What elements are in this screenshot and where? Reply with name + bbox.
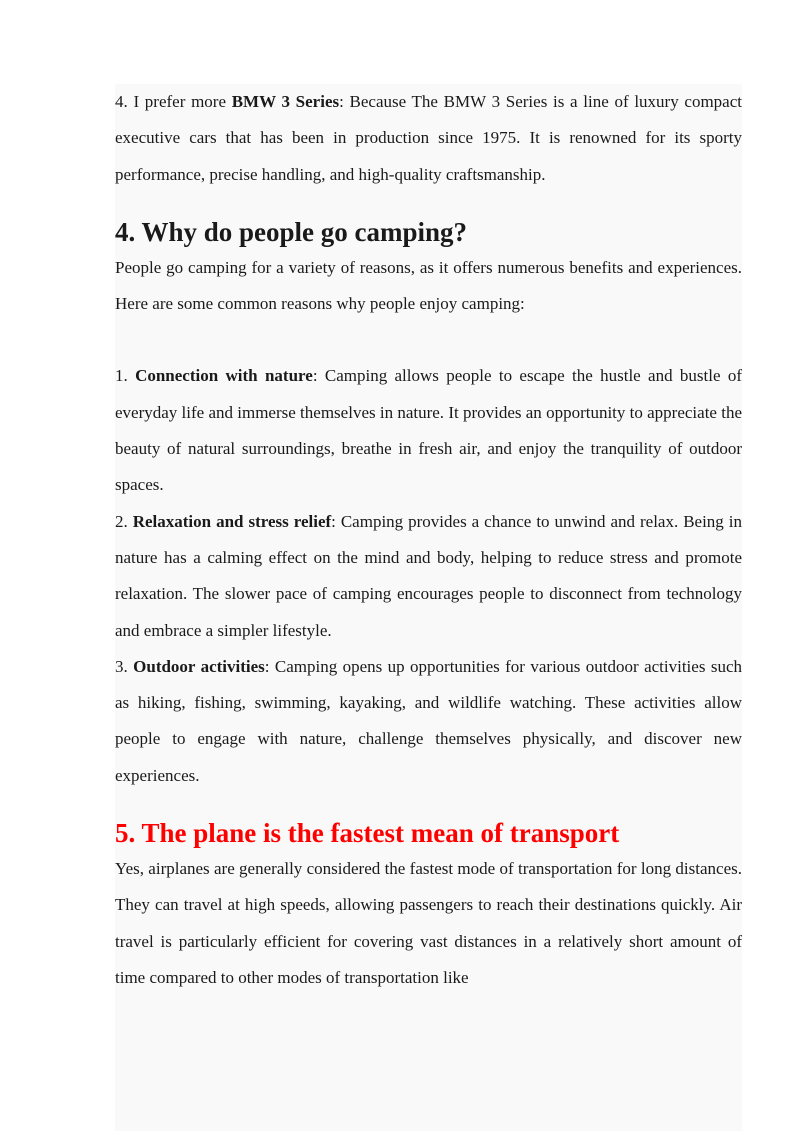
list-item-nature: [115, 358, 742, 503]
item-number: 2.: [115, 511, 133, 531]
heading-plane: 5. The plane is the fastest mean of transport: [115, 818, 620, 849]
blank-line: [115, 322, 742, 358]
item-bold-label: Outdoor activities: [133, 656, 265, 676]
heading-camping: 4. Why do people go camping?: [115, 216, 468, 247]
item-text: : Camping provides a chance to unwind and relax. Being in nature has a calming effect on the mind and body, helping to reduce stress and promote relaxation. The slower pace of camping encourages people to disconnect from technology and embrace a simpler lifestyle.: [115, 511, 742, 640]
item-bold-label: Connection with nature: [135, 366, 313, 386]
paragraph-bmw: [115, 84, 742, 193]
list-item-activities: [115, 649, 742, 794]
item-number: 4. I prefer more: [115, 92, 232, 111]
item-text: : Because The BMW 3 Series is a line of luxury compact executive cars that has been in production since 1975. It is renowned for its sporty performance, precise handling, and high-quality craftsmanship.: [115, 92, 742, 184]
item-bold-label: BMW 3 Series: [231, 92, 340, 111]
item-text: : Camping allows people to escape the hustle and bustle of everyday life and immerse themselves in nature. It provides an opportunity to appreciate the beauty of natural surroundings, breathe in fresh air, and enjoy the tranquility of outdoor spaces.: [115, 366, 742, 495]
document-body: [115, 84, 742, 1131]
paragraph-camping-intro: People go camping for a variety of reasons, as it offers numerous benefits and experiences. Here are some common reasons why people enjoy camping:: [115, 257, 742, 314]
list-item-relaxation: [115, 504, 742, 649]
paragraph-plane: Yes, airplanes are generally considered the fastest mode of transportation for long distances. They can travel at high speeds, allowing passengers to reach their destinations quickly. Air travel is particularly efficient for covering vast distances in a relatively short amount of time compared to other modes of transportation like: [115, 859, 742, 987]
item-number: 3.: [115, 656, 134, 676]
item-bold-label: Relaxation and stress relief: [132, 511, 332, 531]
item-text: : Camping opens up opportunities for various outdoor activities such as hiking, fishing, swimming, kayaking, and wildlife watching. These activities allow people to engage with nature, challenge themselves physically, and discover new experiences.: [115, 656, 742, 785]
item-number: 1.: [115, 366, 136, 386]
